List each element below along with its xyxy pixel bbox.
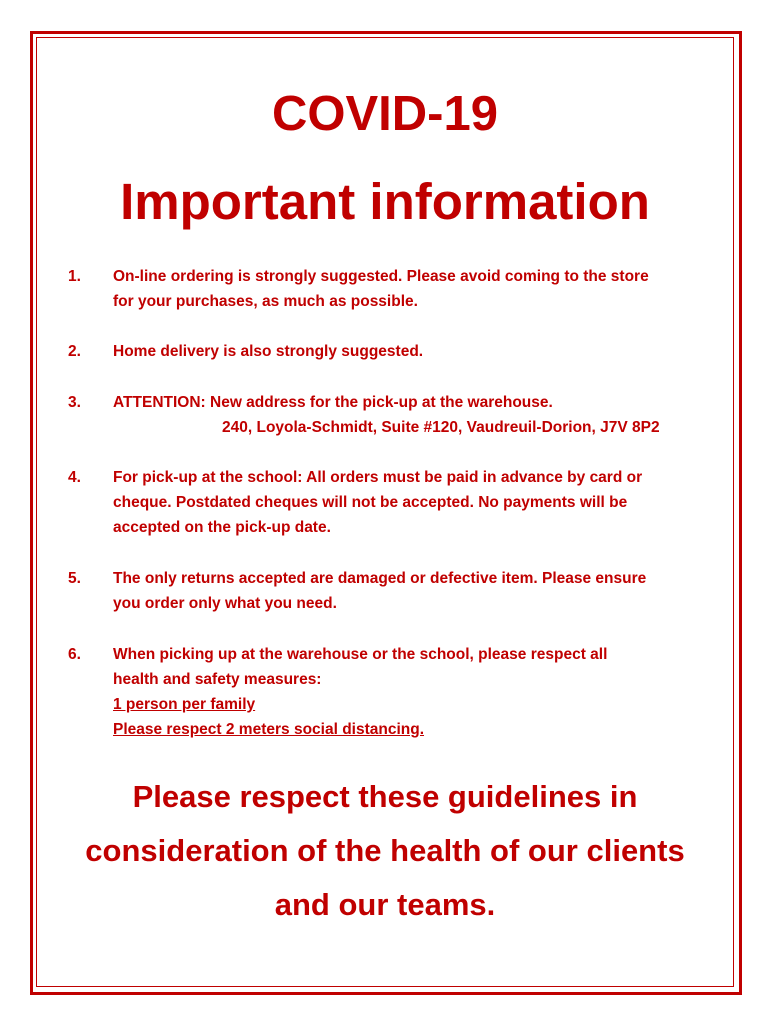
page-subtitle: Important information bbox=[120, 173, 650, 230]
list-item-line: The only returns accepted are damaged or defective item. Please ensure bbox=[113, 570, 647, 587]
list-item-text bbox=[113, 264, 733, 314]
list-item-line: you order only what you need. bbox=[113, 595, 337, 612]
list-item-text bbox=[113, 339, 733, 364]
list-item-number: 3. bbox=[68, 394, 81, 411]
list-item-line: When picking up at the warehouse or the school, please respect all bbox=[113, 646, 608, 663]
list-item-text bbox=[113, 465, 733, 540]
closing-line: consideration of the health of our clients bbox=[85, 833, 685, 868]
rule-social-distancing: Please respect 2 meters social distancing. bbox=[113, 721, 425, 738]
list-item-line: accepted on the pick-up date. bbox=[113, 519, 331, 536]
list-item-line: health and safety measures: bbox=[113, 671, 322, 688]
list-item-line: Home delivery is also strongly suggested. bbox=[113, 343, 424, 360]
closing-message bbox=[0, 770, 770, 932]
rule-one-person: 1 person per family bbox=[113, 696, 256, 713]
closing-line: Please respect these guidelines in bbox=[132, 779, 638, 814]
list-item-text bbox=[113, 566, 733, 616]
closing-line: and our teams. bbox=[274, 887, 496, 922]
warehouse-address: 240, Loyola-Schmidt, Suite #120, Vaudreuil-Dorion, J7V 8P2 bbox=[222, 419, 660, 436]
list-item-line: On-line ordering is strongly suggested. Please avoid coming to the store bbox=[113, 268, 649, 285]
list-item-number: 1. bbox=[68, 268, 81, 285]
list-item-number: 4. bbox=[68, 469, 81, 486]
list-item-line: ATTENTION: New address for the pick-up at the warehouse. bbox=[113, 394, 553, 411]
page-title: COVID-19 bbox=[271, 87, 498, 141]
list-item-line: for your purchases, as much as possible. bbox=[113, 293, 418, 310]
list-item-line: cheque. Postdated cheques will not be accepted. No payments will be bbox=[113, 494, 628, 511]
list-item-line: For pick-up at the school: All orders must be paid in advance by card or bbox=[113, 469, 643, 486]
list-item-number: 2. bbox=[68, 343, 81, 360]
list-item-number: 6. bbox=[68, 646, 81, 663]
list-item-text bbox=[113, 390, 733, 440]
list-item-text bbox=[113, 642, 733, 742]
list-item-number: 5. bbox=[68, 570, 81, 587]
